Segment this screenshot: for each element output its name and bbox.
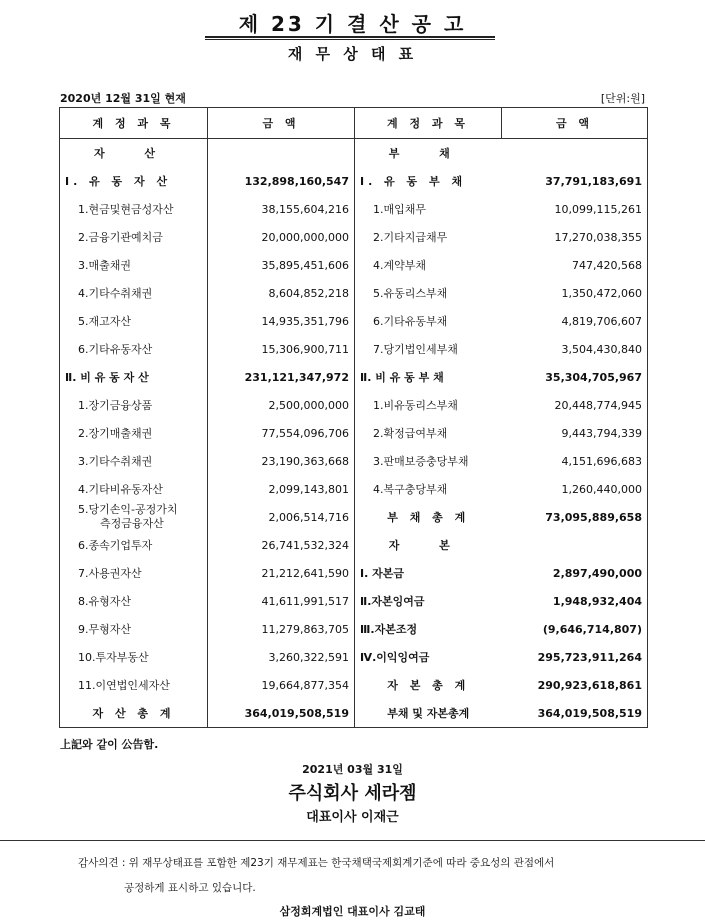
row-label-right: Ⅲ.자본조정 <box>355 615 502 643</box>
row-value-right: 10,099,115,261 <box>502 195 648 223</box>
audit-opinion-line1: 감사의견 : 위 재무상태표를 포함한 제23기 재무제표는 한국채택국제회계기준에 따라 중요성의 관점에서 <box>78 857 555 869</box>
row-label-right: Ⅰ. 자본금 <box>355 559 502 587</box>
row-value-right: 17,270,038,355 <box>502 223 648 251</box>
row-value-left: 2,500,000,000 <box>208 391 355 419</box>
row-label-right: 5.유동리스부채 <box>355 279 502 307</box>
row-label-left: 4.기타수취채권 <box>60 279 208 307</box>
row-label-left: 2.금융기관예치금 <box>60 223 208 251</box>
row-label-right: Ⅱ. 비 유 동 부 채 <box>355 363 502 391</box>
row-label-left: 9.무형자산 <box>60 615 208 643</box>
balance-sheet-table <box>59 107 648 728</box>
row-value-left: 15,306,900,711 <box>208 335 355 363</box>
table-row <box>60 615 648 643</box>
row-label-left: 6.기타유동자산 <box>60 335 208 363</box>
header-amount-left: 금 액 <box>208 108 355 139</box>
row-label-left: 3.매출채권 <box>60 251 208 279</box>
row-label-right: 3.판매보증충당부채 <box>355 447 502 475</box>
row-value-right: (9,646,714,807) <box>502 615 648 643</box>
row-label-left: 7.사용권자산 <box>60 559 208 587</box>
row-value-right: 1,350,472,060 <box>502 279 648 307</box>
audit-opinion-line2: 공정하게 표시하고 있습니다. <box>124 882 256 894</box>
row-value-right: 747,420,568 <box>502 251 648 279</box>
row-value-left: 41,611,991,517 <box>208 587 355 615</box>
section-assets: 자 산 <box>60 139 208 168</box>
ceo-name: 대표이사 이재근 <box>306 810 399 825</box>
row-value-left: 77,554,096,706 <box>208 419 355 447</box>
title-rule <box>205 36 495 38</box>
header-account-left: 계 정 과 목 <box>60 108 208 139</box>
table-row <box>60 167 648 195</box>
row-value-left: 35,895,451,606 <box>208 251 355 279</box>
liabilities-total-label: 부 채 총 계 <box>355 503 502 531</box>
notice-date: 2021년 03월 31일 <box>302 763 403 776</box>
row-label-right: 6.기타유동부채 <box>355 307 502 335</box>
row-label-right: Ⅱ.자본잉여금 <box>355 587 502 615</box>
row-label-left: 10.투자부동산 <box>60 643 208 671</box>
row-label-left: 1.현금및현금성자산 <box>60 195 208 223</box>
row-label-right: 7.당기법인세부채 <box>355 335 502 363</box>
table-row <box>60 279 648 307</box>
row-value-left: 38,155,604,216 <box>208 195 355 223</box>
row-value-left: 20,000,000,000 <box>208 223 355 251</box>
row-label-right: Ⅳ.이익잉여금 <box>355 643 502 671</box>
row-label-left: 3.기타수취채권 <box>60 447 208 475</box>
row-label-left: 8.유형자산 <box>60 587 208 615</box>
row-value-right <box>502 531 648 559</box>
row-value-right: 20,448,774,945 <box>502 391 648 419</box>
row-label-left: Ⅱ. 비 유 동 자 산 <box>60 363 208 391</box>
row-value-left: 132,898,160,547 <box>208 167 355 195</box>
row-value-right: 1,948,932,404 <box>502 587 648 615</box>
table-row <box>60 307 648 335</box>
row-value-right: 4,819,706,607 <box>502 307 648 335</box>
row-value-right: 4,151,696,683 <box>502 447 648 475</box>
auditor-name: 삼정회계법인 대표이사 김교태 <box>279 905 426 918</box>
total-row <box>60 699 648 728</box>
notice-statement: 上記와 같이 公告함. <box>60 738 159 751</box>
table-row <box>60 559 648 587</box>
table-row <box>60 223 648 251</box>
table-row <box>60 391 648 419</box>
row-value-left: 23,190,363,668 <box>208 447 355 475</box>
row-value-left: 8,604,852,218 <box>208 279 355 307</box>
header-amount-right: 금 액 <box>502 108 648 139</box>
row-label-right: 4.계약부채 <box>355 251 502 279</box>
row-value-right: 3,504,430,840 <box>502 335 648 363</box>
table-row <box>60 643 648 671</box>
row-value-left: 11,279,863,705 <box>208 615 355 643</box>
section-row <box>60 139 648 168</box>
table-row <box>60 335 648 363</box>
row-value-left: 19,664,877,354 <box>208 671 355 699</box>
row-value-left: 2,006,514,716 <box>208 503 355 531</box>
row-label-right: 4.복구충당부채 <box>355 475 502 503</box>
table-header-row <box>60 108 648 139</box>
statement-title: 재 무 상 태 표 <box>287 45 418 63</box>
liab-equity-total-value: 364,019,508,519 <box>502 699 648 728</box>
table-row <box>60 447 648 475</box>
section-liabilities: 부 채 <box>355 139 502 168</box>
row-value-right: 37,791,183,691 <box>502 167 648 195</box>
table-row <box>60 195 648 223</box>
row-label-line1: 5.당기손익-공정가치 <box>78 503 178 516</box>
row-value-left: 231,121,347,972 <box>208 363 355 391</box>
company-name: 주식회사 세라젬 <box>288 783 417 804</box>
table-row <box>60 503 648 531</box>
row-label-right: 2.확정급여부채 <box>355 419 502 447</box>
liabilities-total-value: 73,095,889,658 <box>502 503 648 531</box>
table-row <box>60 531 648 559</box>
row-label-right: 2.기타지급채무 <box>355 223 502 251</box>
table-row <box>60 587 648 615</box>
table-row <box>60 475 648 503</box>
row-value-left: 26,741,532,324 <box>208 531 355 559</box>
header-account-right: 계 정 과 목 <box>355 108 502 139</box>
row-label-left: 11.이연법인세자산 <box>60 671 208 699</box>
equity-total-value: 290,923,618,861 <box>502 671 648 699</box>
row-label-left: 1.장기금융상품 <box>60 391 208 419</box>
title-rule-thin <box>205 39 495 40</box>
row-label-right: Ⅰ. 유 동 부 채 <box>355 167 502 195</box>
row-label-right: 1.매입채무 <box>355 195 502 223</box>
as-of-date: 2020년 12월 31일 현재 <box>60 92 186 105</box>
table-row <box>60 363 648 391</box>
table-row <box>60 671 648 699</box>
row-value-left: 3,260,322,591 <box>208 643 355 671</box>
row-label-left <box>60 503 208 531</box>
row-value-left: 21,212,641,590 <box>208 559 355 587</box>
section-equity: 자 본 <box>355 531 502 559</box>
liab-equity-total-label: 부채 및 자본총계 <box>355 699 502 728</box>
row-label-left: Ⅰ. 유 동 자 산 <box>60 167 208 195</box>
row-value-right: 295,723,911,264 <box>502 643 648 671</box>
row-label-left: 2.장기매출채권 <box>60 419 208 447</box>
assets-total-label: 자 산 총 계 <box>60 699 208 728</box>
unit-label: [단위:원] <box>600 92 645 105</box>
table-row <box>60 419 648 447</box>
table-row <box>60 251 648 279</box>
row-label-line2: 측정금융자산 <box>100 517 164 530</box>
assets-total-value: 364,019,508,519 <box>208 699 355 728</box>
equity-total-label: 자 본 총 계 <box>355 671 502 699</box>
row-label-right: 1.비유동리스부채 <box>355 391 502 419</box>
row-label-left: 5.재고자산 <box>60 307 208 335</box>
row-value-right: 2,897,490,000 <box>502 559 648 587</box>
row-label-left: 6.종속기업투자 <box>60 531 208 559</box>
audit-divider <box>0 840 705 841</box>
row-value-left: 2,099,143,801 <box>208 475 355 503</box>
notice-title: 제 23 기 결 산 공 고 <box>238 12 467 36</box>
row-value-right: 1,260,440,000 <box>502 475 648 503</box>
row-value-right: 35,304,705,967 <box>502 363 648 391</box>
row-value-left: 14,935,351,796 <box>208 307 355 335</box>
row-label-left: 4.기타비유동자산 <box>60 475 208 503</box>
row-value-right: 9,443,794,339 <box>502 419 648 447</box>
